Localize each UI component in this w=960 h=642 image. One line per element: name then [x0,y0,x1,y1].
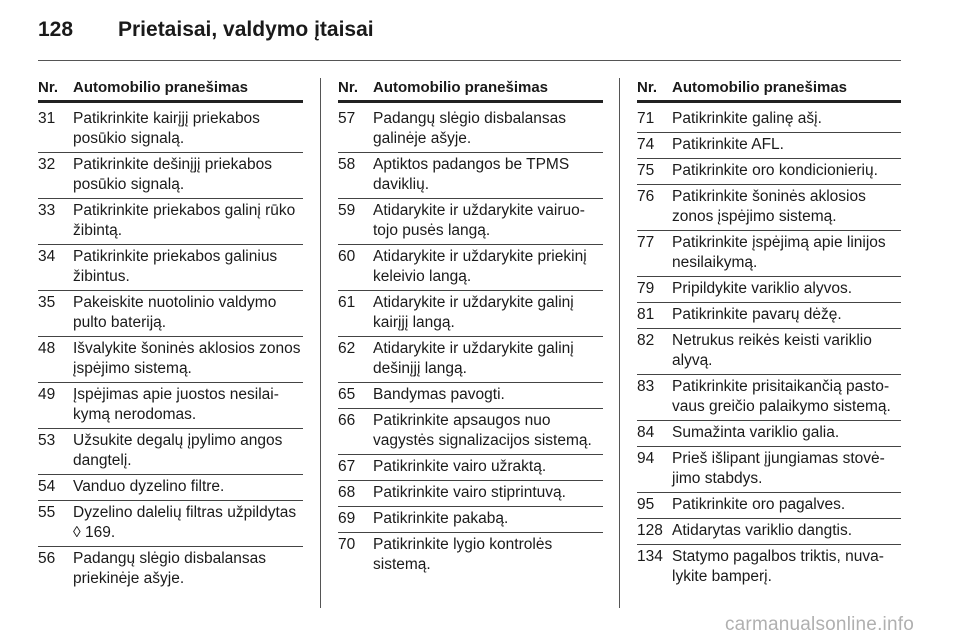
message-text: Pakeiskite nuotolinio valdymo pulto bateriją. [73,294,277,331]
message-number: 74 [637,136,655,153]
header-rule [38,60,901,61]
message-number: 128 [637,522,663,539]
table-row [637,159,901,185]
table-row [637,545,901,590]
column-divider [619,78,620,608]
message-number: 32 [38,156,56,173]
message-number: 82 [637,332,655,349]
message-number: 69 [338,510,356,527]
message-text: Dyzelino dalelių filtras užpildytas ◊ 169. [73,504,297,541]
message-text: Atidarykite ir uždarykite galinį dešinįjį langą. [373,340,574,377]
message-number: 75 [637,162,655,179]
message-text: Patikrinkite oro pagalves. [672,496,846,513]
message-text: Patikrinkite dešinįjį priekabos posūkio signalą. [73,156,273,193]
table-row [38,245,303,291]
message-text: Pripildykite variklio alyvos. [672,280,853,297]
table-row [38,199,303,245]
message-text: Patikrinkite vairo užraktą. [373,458,547,475]
table-row [338,337,603,383]
message-number: 95 [637,496,655,513]
table-row [637,329,901,375]
message-number: 94 [637,450,655,467]
message-number: 134 [637,548,663,565]
message-number: 71 [637,110,655,127]
message-number: 58 [338,156,356,173]
message-text: Išvalykite šoninės aklosios zonos įspėjimo sistemą. [73,340,301,377]
message-number: 53 [38,432,56,449]
message-text: Patikrinkite prisitaikančią pastovaus greičio palaikymo sistemą. [672,378,891,415]
message-table-column-1 [38,78,303,592]
message-table-column-2 [338,78,603,578]
message-number: 54 [38,478,56,495]
page-number: 128 [38,18,74,41]
message-number: 61 [338,294,356,311]
message-number: 59 [338,202,356,219]
message-number: 66 [338,412,356,429]
message-text: Užsukite degalų įpylimo angos dangtelį. [73,432,283,469]
message-number: 76 [637,188,655,205]
column-header-message: Automobilio pranešimas [73,79,249,96]
message-text: Atidarykite ir uždarykite vairuotojo pusės langą. [373,202,585,239]
message-table-column-3 [637,78,901,590]
message-number: 68 [338,484,356,501]
table-row [637,107,901,133]
message-number: 77 [637,234,655,251]
message-text: Patikrinkite įspėjimą apie linijos nesilaikymą. [672,234,886,271]
message-text: Atidarykite ir uždarykite galinį kairįjį langą. [373,294,574,331]
column-header-nr: Nr. [38,79,59,96]
message-text: Patikrinkite lygio kontrolės sistemą. [373,536,553,573]
table-row [38,547,303,592]
table-body [637,107,901,590]
message-text: Atidarykite ir uždarykite priekinį keleivio langą. [373,248,587,285]
message-text: Netrukus reikės keisti variklio alyvą. [672,332,872,369]
message-number: 84 [637,424,655,441]
table-body [338,107,603,578]
table-row [338,455,603,481]
message-text: Patikrinkite pakabą. [373,510,509,527]
message-number: 67 [338,458,356,475]
table-row [38,501,303,547]
message-number: 48 [38,340,56,357]
table-row [637,303,901,329]
table-row [38,475,303,501]
column-divider [320,78,321,608]
table-row [637,493,901,519]
message-number: 62 [338,340,356,357]
table-header-rule [338,100,603,103]
message-number: 49 [38,386,56,403]
table-row [338,507,603,533]
message-number: 55 [38,504,56,521]
table-row [338,153,603,199]
column-header-message: Automobilio pranešimas [672,79,848,96]
table-row [38,153,303,199]
message-text: Statymo pagalbos triktis, nuvalykite bamperį. [672,548,884,585]
message-number: 83 [637,378,655,395]
message-text: Patikrinkite pavarų dėžę. [672,306,842,323]
message-text: Patikrinkite AFL. [672,136,784,153]
table-row [338,199,603,245]
page-title: Prietaisai, valdymo įtaisai [118,18,374,41]
message-text: Patikrinkite galinę ašį. [672,110,822,127]
message-text: Sumažinta variklio galia. [672,424,840,441]
table-row [338,107,603,153]
message-number: 79 [637,280,655,297]
table-row [637,447,901,493]
message-number: 31 [38,110,56,127]
table-header [338,78,603,97]
message-text: Vanduo dyzelino filtre. [73,478,225,495]
message-number: 81 [637,306,655,323]
table-row [637,133,901,159]
message-text: Įspėjimas apie juostos nesilaikymą nerodomas. [73,386,279,423]
table-row [338,383,603,409]
message-number: 70 [338,536,356,553]
message-text: Patikrinkite vairo stiprintuvą. [373,484,566,501]
message-number: 56 [38,550,56,567]
message-text: Padangų slėgio disbalansas priekinėje ašyje. [73,550,267,587]
table-row [338,533,603,578]
message-number: 65 [338,386,356,403]
table-header-rule [38,100,303,103]
table-row [637,375,901,421]
table-header-rule [637,100,901,103]
table-row [338,409,603,455]
message-text: Atidarytas variklio dangtis. [672,522,853,539]
table-row [637,231,901,277]
message-text: Patikrinkite šoninės aklosios zonos įspėjimo sistemą. [672,188,866,225]
table-row [338,291,603,337]
message-text: Aptiktos padangos be TPMS daviklių. [373,156,570,193]
column-header-message: Automobilio pranešimas [373,79,549,96]
table-row [38,291,303,337]
table-row [637,519,901,545]
message-number: 34 [38,248,56,265]
table-header [637,78,901,97]
table-row [38,107,303,153]
table-row [637,185,901,231]
message-number: 33 [38,202,56,219]
message-text: Padangų slėgio disbalansas galinėje ašyje. [373,110,567,147]
watermark: carmanualsonline.info [724,614,914,635]
table-row [338,481,603,507]
column-header-nr: Nr. [338,79,359,96]
table-row [637,277,901,303]
table-row [38,383,303,429]
table-row [338,245,603,291]
message-text: Patikrinkite priekabos galinius žibintus. [73,248,278,285]
message-text: Bandymas pavogti. [373,386,505,403]
message-text: Prieš išlipant įjungiamas stovėjimo stabdys. [672,450,885,487]
message-number: 35 [38,294,56,311]
table-row [38,337,303,383]
message-text: Patikrinkite oro kondicionierių. [672,162,878,179]
message-number: 57 [338,110,356,127]
message-text: Patikrinkite kairįjį priekabos posūkio signalą. [73,110,260,147]
table-row [38,429,303,475]
table-header [38,78,303,97]
message-text: Patikrinkite apsaugos nuo vagystės signalizacijos sistemą. [373,412,592,449]
message-number: 60 [338,248,356,265]
message-text: Patikrinkite priekabos galinį rūko žibintą. [73,202,296,239]
table-row [637,421,901,447]
column-header-nr: Nr. [637,79,658,96]
table-body [38,107,303,592]
